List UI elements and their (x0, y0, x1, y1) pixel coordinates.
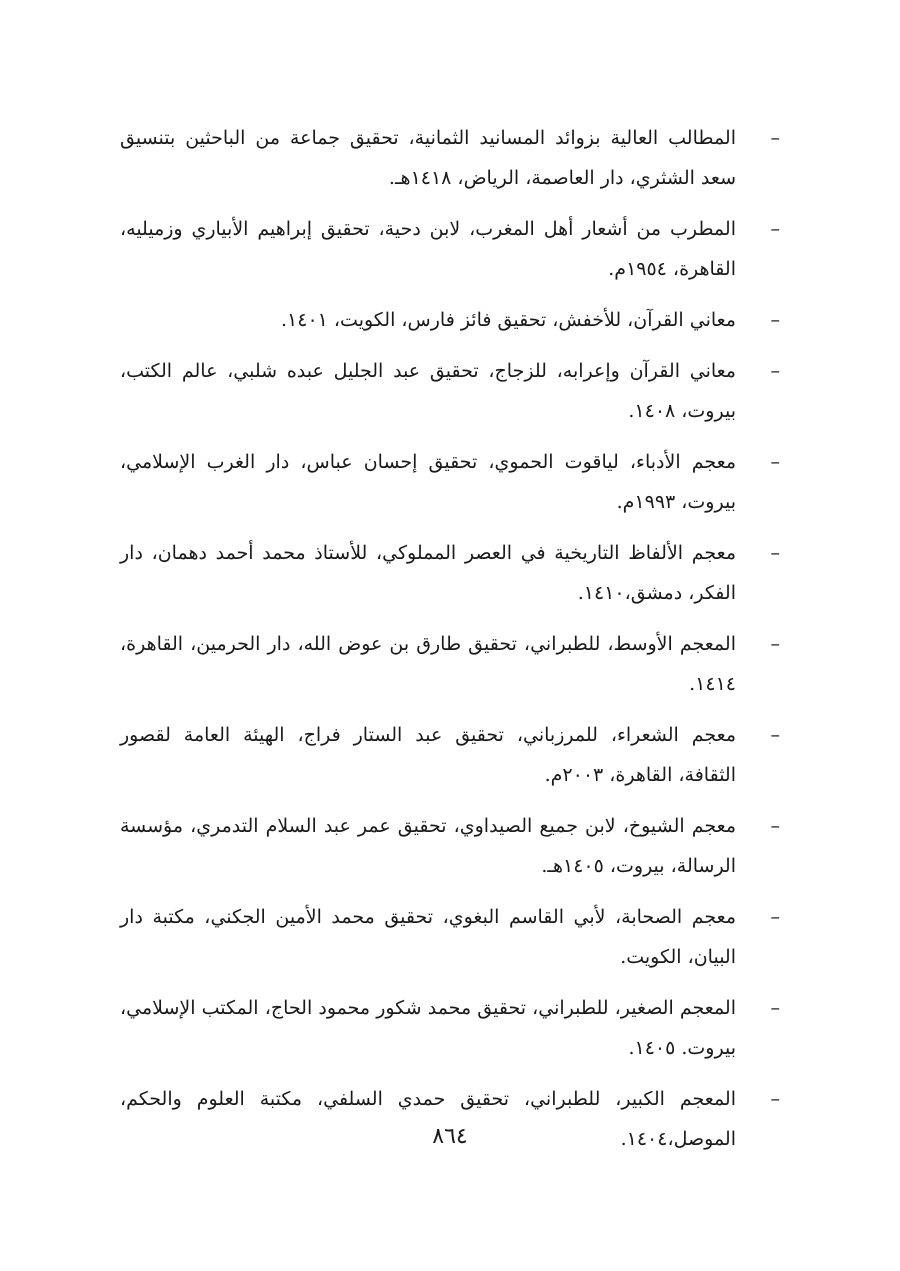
entry-text: معجم الأدباء، لياقوت الحموي، تحقيق إحسان عباس، دار الغرب الإسلامي، بيروت، ١٩٩٣م. (120, 451, 736, 513)
entry-text: معجم الشعراء، للمرزباني، تحقيق عبد الستار فراج، الهيئة العامة لقصور الثقافة، القاهرة، ٢٠٠٣م. (120, 724, 736, 786)
entry-text: معجم الشيوخ، لابن جميع الصيداوي، تحقيق عمر عبد السلام التدمري، مؤسسة الرسالة، بيروت، ١٤٠٥هـ. (120, 815, 736, 877)
entry-text: المعجم الأوسط، للطبراني، تحقيق طارق بن عوض الله، دار الحرمين، القاهرة، ١٤١٤. (120, 633, 736, 695)
bibliography-entry (120, 715, 780, 795)
bibliography-list (120, 118, 780, 1159)
entry-dash: – (770, 451, 780, 473)
bibliography-page (120, 118, 780, 1170)
entry-dash: – (770, 1088, 780, 1110)
bibliography-entry (120, 118, 780, 198)
page-number: ٨٦٤ (432, 1124, 468, 1149)
entry-text: معاني القرآن، للأخفش، تحقيق فائز فارس، الكويت، ١٤٠١. (281, 309, 736, 331)
entry-dash: – (770, 360, 780, 382)
entry-dash: – (770, 633, 780, 655)
bibliography-entry (120, 624, 780, 704)
bibliography-entry (120, 533, 780, 613)
bibliography-entry (120, 988, 780, 1068)
entry-dash: – (770, 906, 780, 928)
entry-text: معاني القرآن وإعرابه، للزجاج، تحقيق عبد الجليل عبده شلبي، عالم الكتب، بيروت، ١٤٠٨. (120, 360, 736, 422)
entry-dash: – (770, 815, 780, 837)
entry-dash: – (770, 724, 780, 746)
entry-dash: – (770, 309, 780, 331)
bibliography-entry (120, 897, 780, 977)
entry-dash: – (770, 127, 780, 149)
bibliography-entry (120, 442, 780, 522)
bibliography-entry (120, 351, 780, 431)
bibliography-entry (120, 209, 780, 289)
entry-text: المعجم الصغير، للطبراني، تحقيق محمد شكور محمود الحاج، المكتب الإسلامي، بيروت. ١٤٠٥. (120, 997, 736, 1059)
bibliography-entry (120, 806, 780, 886)
entry-dash: – (770, 542, 780, 564)
entry-dash: – (770, 218, 780, 240)
entry-text: المطالب العالية بزوائد المسانيد الثمانية، تحقيق جماعة من الباحثين بتنسيق سعد الشثري، دار العاصمة، الرياض، ١٤١٨هـ. (120, 127, 736, 189)
entry-text: معجم الصحابة، لأبي القاسم البغوي، تحقيق محمد الأمين الجكني، مكتبة دار البيان، الكويت. (120, 906, 736, 968)
bibliography-entry (120, 300, 780, 340)
entry-dash: – (770, 997, 780, 1019)
entry-text: المعجم الكبير، للطبراني، تحقيق حمدي السلفي، مكتبة العلوم والحكم، الموصل،١٤٠٤. (120, 1088, 736, 1150)
entry-text: المطرب من أشعار أهل المغرب، لابن دحية، تحقيق إبراهيم الأبياري وزميليه، القاهرة، ١٩٥٤م. (120, 218, 736, 280)
entry-text: معجم الألفاظ التاريخية في العصر المملوكي، للأستاذ محمد أحمد دهمان، دار الفكر، دمشق،١٤١٠. (120, 542, 736, 604)
